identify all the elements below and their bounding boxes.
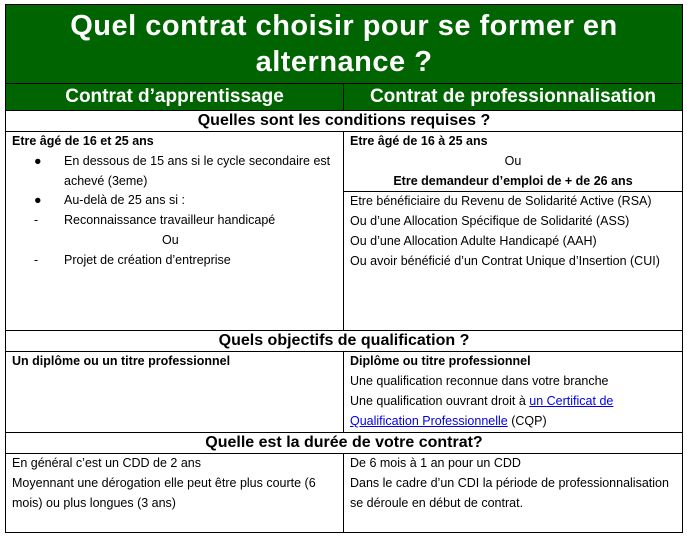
benefit-line: Ou d’une Allocation Adulte Handicapé (AAH) <box>350 233 597 248</box>
duration-professionnalisation <box>344 454 683 533</box>
qualification-professionnalisation <box>344 352 683 433</box>
benefit-line: Ou avoir bénéficié d’un Contrat Unique d’Insertion (CUI) <box>350 253 660 268</box>
list-item-text: Projet de création d’entreprise <box>64 252 231 267</box>
section-heading-duration: Quelle est la durée de votre contrat? <box>6 433 683 454</box>
conditions-professionnalisation-benefits <box>344 192 683 331</box>
list-item-text: En dessous de 15 ans si le cycle secondaire est achevé (3eme) <box>64 153 331 188</box>
qualification-line: Une qualification reconnue dans votre branche <box>350 374 609 389</box>
list-item <box>12 251 337 271</box>
cqp-link[interactable]: un Certificat de Qualification Professionnelle <box>350 393 614 428</box>
duration-line: Dans le cadre d’un CDI la période de professionnalisation se déroule en début de contrat. <box>350 476 669 510</box>
section-heading-conditions: Quelles sont les conditions requises ? <box>6 111 683 132</box>
column-header-professionnalisation: Contrat de professionnalisation <box>344 84 683 111</box>
duration-line: Moyennant une dérogation elle peut être plus courte (6 mois) ou plus longues (3 ans) <box>12 476 316 510</box>
qualification-title: Diplôme ou titre professionnel <box>350 354 531 369</box>
column-header-apprentissage: Contrat d’apprentissage <box>6 84 344 111</box>
duration-line: En général c’est un CDD de 2 ans <box>12 456 201 471</box>
list-item <box>12 211 337 231</box>
benefit-line: Etre bénéficiaire du Revenu de Solidarité Active (RSA) <box>350 194 652 209</box>
age-condition: Etre âgé de 16 à 25 ans <box>350 134 488 148</box>
or-text: Ou <box>504 153 522 168</box>
bullet-icon: ● <box>34 153 42 168</box>
dash-icon: - <box>34 213 39 228</box>
qualification-text: Une qualification ouvrant droit à <box>350 393 530 408</box>
list-item-text: Au-delà de 25 ans si : <box>64 193 185 208</box>
qualification-text: (CQP) <box>507 413 547 428</box>
list-item <box>12 191 337 211</box>
dash-icon: - <box>34 252 39 267</box>
or-text: Ou <box>162 232 179 247</box>
duration-line: De 6 mois à 1 an pour un CDD <box>350 456 521 471</box>
job-seeker-condition: Etre demandeur d’emploi de + de 26 ans <box>393 173 633 188</box>
page-title: Quel contrat choisir pour se former en alternance ? <box>6 5 683 84</box>
duration-apprentissage <box>6 454 344 533</box>
section-heading-qualification: Quels objectifs de qualification ? <box>6 331 683 352</box>
benefit-line: Ou d’une Allocation Spécifique de Solidarité (ASS) <box>350 214 630 229</box>
list-item <box>12 152 337 192</box>
qualification-apprentissage: Un diplôme ou un titre professionnel <box>6 352 344 433</box>
conditions-professionnalisation-age <box>344 132 683 192</box>
list-item-text: Reconnaissance travailleur handicapé <box>64 213 276 228</box>
qualification-line <box>350 392 676 432</box>
bullet-icon: ● <box>34 193 42 208</box>
comparison-table <box>5 4 683 533</box>
age-condition: Etre âgé de 16 et 25 ans <box>12 134 154 148</box>
conditions-apprentissage <box>6 132 344 331</box>
